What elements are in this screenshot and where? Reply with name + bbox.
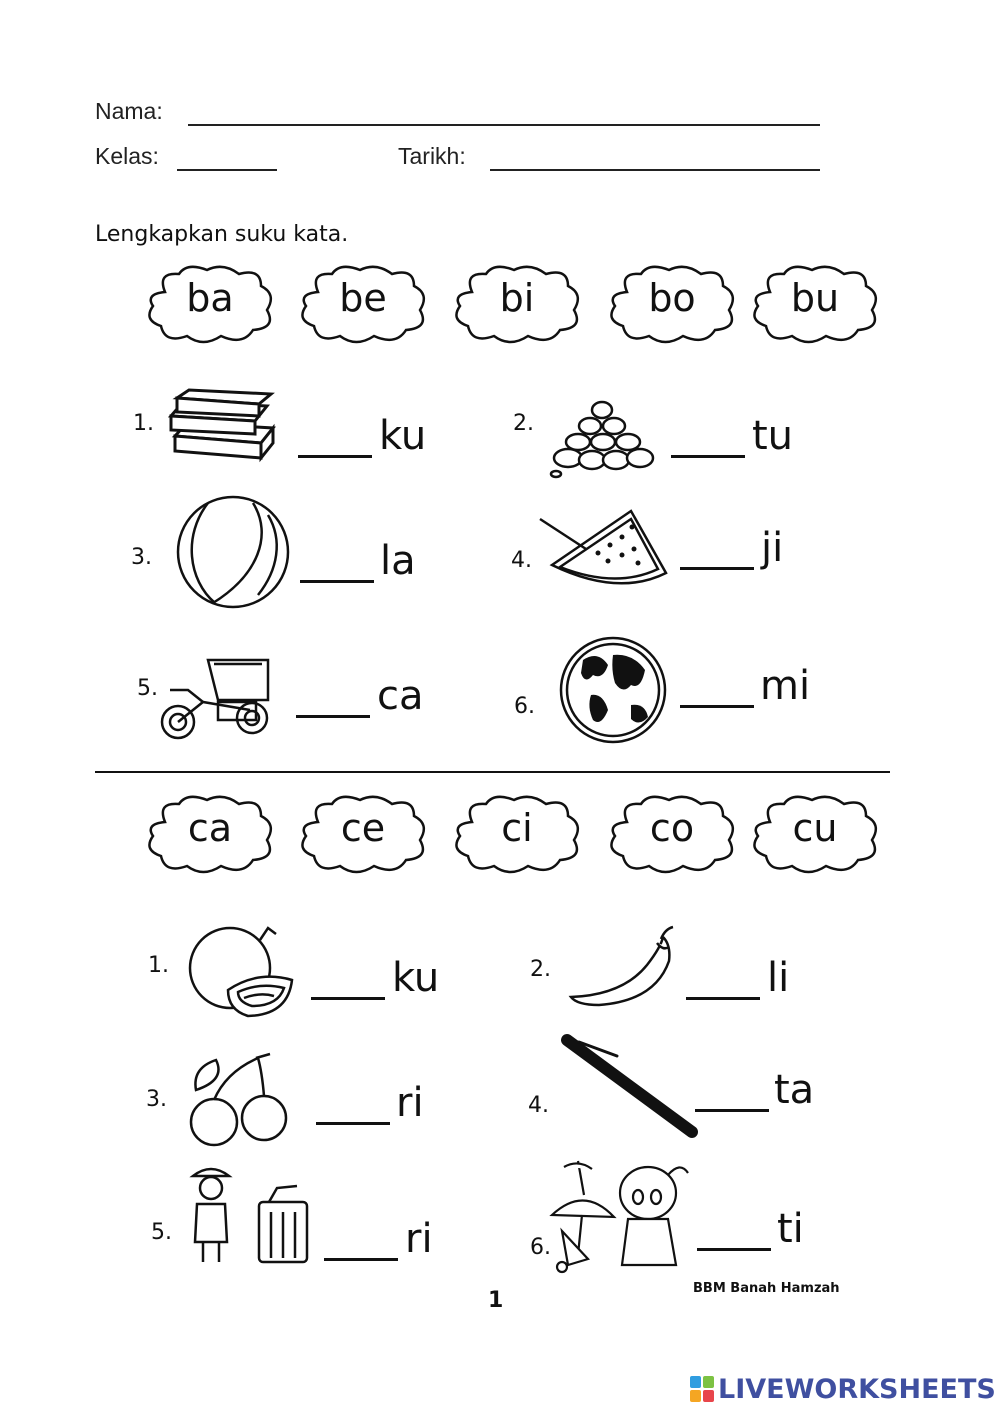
credit: BBM Banah Hamzah — [693, 1281, 840, 1296]
item-number: 5. — [151, 1220, 172, 1245]
date-label: Tarikh: — [398, 143, 466, 169]
class-field[interactable] — [177, 169, 277, 171]
answer-blank[interactable] — [316, 1122, 390, 1125]
answer-blank[interactable] — [671, 455, 745, 458]
syllable-cloud — [296, 792, 430, 878]
item-number: 3. — [131, 545, 152, 570]
cloud-syllable: be — [339, 276, 387, 320]
syllable: tu — [752, 413, 794, 459]
chili-icon — [565, 925, 680, 1010]
ball-icon — [173, 495, 293, 610]
syllable: ca — [377, 673, 424, 719]
syllable-cloud — [450, 262, 584, 348]
answer-blank[interactable] — [324, 1258, 398, 1261]
cloud-syllable: co — [649, 806, 695, 850]
liveworksheets-icon — [690, 1376, 714, 1402]
pen-icon — [557, 1030, 702, 1142]
cloud-syllable: ci — [501, 806, 533, 850]
item-number: 1. — [133, 411, 154, 436]
cloud-syllable: ba — [186, 276, 234, 320]
brand-logo[interactable] — [690, 1374, 996, 1404]
syllable-cloud — [748, 262, 882, 348]
item-number: 6. — [514, 694, 535, 719]
page-number: 1 — [488, 1288, 504, 1313]
syllable: mi — [760, 663, 811, 709]
item-number: 2. — [513, 411, 534, 436]
coconut-icon — [188, 920, 298, 1020]
item-number: 1. — [148, 953, 169, 978]
watermelon-icon — [538, 505, 673, 590]
cloud-syllable: bi — [499, 276, 535, 320]
answer-blank[interactable] — [298, 455, 372, 458]
class-row — [95, 143, 159, 170]
trishaw-icon — [158, 650, 273, 745]
answer-blank[interactable] — [300, 580, 374, 583]
syllable: ri — [405, 1216, 433, 1262]
answer-blank[interactable] — [686, 997, 760, 1000]
item-number: 2. — [530, 957, 551, 982]
item-number: 6. — [530, 1235, 551, 1260]
date-row — [398, 143, 466, 170]
item-number: 3. — [146, 1087, 167, 1112]
syllable: ta — [774, 1067, 815, 1113]
answer-blank[interactable] — [311, 997, 385, 1000]
cloud-syllable: ce — [340, 806, 386, 850]
answer-blank[interactable] — [296, 715, 370, 718]
date-field[interactable] — [490, 169, 820, 171]
name-row — [95, 98, 163, 125]
instruction: Lengkapkan suku kata. — [95, 222, 349, 247]
cherry-icon — [186, 1050, 296, 1148]
beach-girl-icon — [548, 1155, 698, 1280]
child-and-pump-icon — [187, 1162, 312, 1272]
brand-name: LIVEWORKSHEETS — [718, 1373, 996, 1405]
syllable: la — [380, 538, 416, 584]
syllable-cloud — [605, 262, 739, 348]
cloud-syllable: bu — [790, 276, 840, 320]
syllable-cloud — [748, 792, 882, 878]
syllable: li — [767, 955, 790, 1001]
name-label: Nama: — [95, 98, 163, 124]
cloud-syllable: ca — [187, 806, 233, 850]
syllable: ji — [761, 525, 784, 571]
syllable-cloud — [296, 262, 430, 348]
item-number: 4. — [528, 1093, 549, 1118]
answer-blank[interactable] — [680, 705, 754, 708]
syllable-cloud — [605, 792, 739, 878]
item-number: 4. — [511, 548, 532, 573]
syllable: ku — [379, 413, 427, 459]
books-icon — [165, 388, 280, 463]
class-label: Kelas: — [95, 143, 159, 169]
answer-blank[interactable] — [697, 1248, 771, 1251]
syllable-cloud — [450, 792, 584, 878]
cloud-syllable: bo — [648, 276, 696, 320]
earth-icon — [553, 635, 673, 745]
stones-icon — [548, 390, 658, 480]
cloud-syllable: cu — [792, 806, 838, 850]
syllable: ku — [392, 955, 440, 1001]
section-divider — [95, 771, 890, 773]
syllable: ri — [396, 1080, 424, 1126]
answer-blank[interactable] — [695, 1109, 769, 1112]
item-number: 5. — [137, 676, 158, 701]
name-field[interactable] — [188, 124, 820, 126]
answer-blank[interactable] — [680, 567, 754, 570]
syllable-cloud — [143, 792, 277, 878]
syllable-cloud — [143, 262, 277, 348]
syllable: ti — [777, 1206, 804, 1252]
